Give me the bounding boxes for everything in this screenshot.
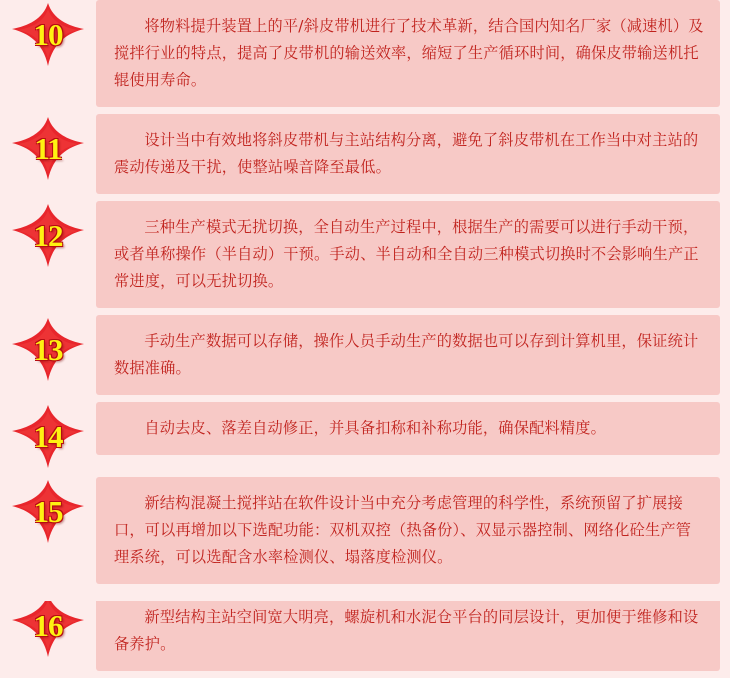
item-text: 自动去皮、落差自动修正，并具备扣称和补称功能，确保配料精度。 bbox=[144, 419, 607, 437]
number-badge bbox=[11, 203, 85, 269]
list-item bbox=[0, 402, 730, 470]
badge-wrap bbox=[0, 0, 96, 68]
item-number: 16 bbox=[33, 608, 63, 643]
badge-wrap bbox=[0, 402, 96, 470]
badge-wrap bbox=[0, 201, 96, 269]
item-number: 13 bbox=[33, 332, 63, 367]
number-badge bbox=[11, 2, 85, 68]
item-text: 手动生产数据可以存储，操作人员手动生产的数据也可以存到计算机里，保证统计数据准确。 bbox=[114, 332, 699, 377]
item-body bbox=[96, 591, 720, 671]
item-body bbox=[96, 0, 720, 107]
item-text: 新结构混凝土搅拌站在软件设计当中充分考虑管理的科学性，系统预留了扩展接口，可以再增加以下选配功能：双机双控（热备份）、双显示器控制、网络化砼生产管理系统，可以选配含水率检测仪、塌落度检测仪。 bbox=[114, 494, 692, 566]
number-badge bbox=[11, 479, 85, 545]
item-body bbox=[96, 201, 720, 308]
number-badge bbox=[11, 404, 85, 470]
list-item bbox=[0, 0, 730, 107]
item-text: 设计当中有效地将斜皮带机与主站结构分离，避免了斜皮带机在工作当中对主站的震动传递及干扰，使整站噪音降至最低。 bbox=[114, 131, 699, 176]
badge-wrap bbox=[0, 477, 96, 545]
badge-wrap bbox=[0, 591, 96, 659]
item-text: 三种生产模式无扰切换，全自动生产过程中，根据生产的需要可以进行手动干预，或者单称操作（半自动）干预。手动、半自动和全自动三种模式切换时不会影响生产正常进度，可以无扰切换。 bbox=[114, 218, 699, 290]
item-text: 将物料提升装置上的平/斜皮带机进行了技术革新，结合国内知名厂家（减速机）及搅拌行业的特点，提高了皮带机的输送效率，缩短了生产循环时间，确保皮带输送机托辊使用寿命。 bbox=[114, 17, 704, 89]
bottom-strip bbox=[0, 587, 730, 601]
badge-wrap bbox=[0, 315, 96, 383]
list-item bbox=[0, 201, 730, 308]
badge-wrap bbox=[0, 114, 96, 182]
list-item bbox=[0, 477, 730, 584]
item-body bbox=[96, 477, 720, 584]
list-item bbox=[0, 591, 730, 671]
list-item bbox=[0, 114, 730, 194]
number-badge bbox=[11, 593, 85, 659]
item-body bbox=[96, 114, 720, 194]
number-badge bbox=[11, 116, 85, 182]
number-badge bbox=[11, 317, 85, 383]
item-number: 11 bbox=[34, 131, 62, 166]
item-number: 14 bbox=[33, 419, 63, 454]
item-number: 15 bbox=[33, 494, 63, 529]
item-text: 新型结构主站空间宽大明亮，螺旋机和水泥仓平台的同层设计，更加便于维修和设备养护。 bbox=[114, 608, 699, 653]
item-number: 12 bbox=[33, 218, 63, 253]
item-number: 10 bbox=[33, 17, 63, 52]
item-body bbox=[96, 315, 720, 395]
list-item bbox=[0, 315, 730, 395]
item-body bbox=[96, 402, 720, 455]
